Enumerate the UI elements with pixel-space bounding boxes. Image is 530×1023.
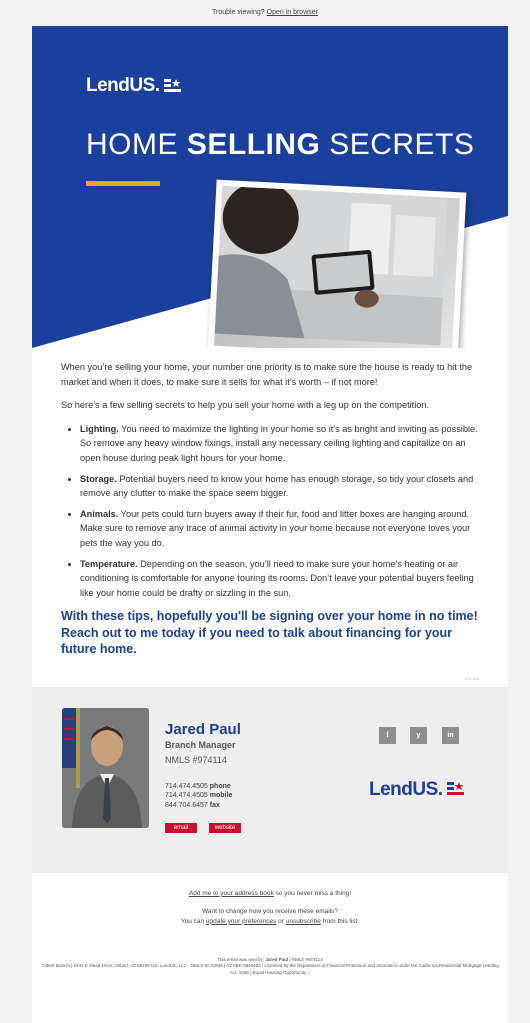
contact-numbers <box>165 782 232 811</box>
update-preferences-link[interactable]: update your preferences <box>205 917 277 925</box>
logo-wordmark: LendUS. <box>369 778 443 800</box>
trouble-viewing-bar <box>0 0 530 26</box>
change-question: Want to change how you receive these emails? <box>202 907 338 915</box>
tablet-photo-icon <box>214 186 460 348</box>
hero-title-bold: SELLING <box>186 128 321 161</box>
tracking-code: 0089 1519 <box>464 676 479 681</box>
twitter-icon[interactable]: y <box>410 727 427 744</box>
lendus-logo-signature <box>369 779 464 801</box>
open-in-browser-link[interactable]: Open in browser <box>266 9 318 16</box>
or-text: or <box>276 917 286 925</box>
tip-text: Your pets could turn buyers away if their fur, food and litter boxes are hanging around. Make sure to remove any trace of animal activity in your home because not everyone loves your pets the way you do. <box>80 508 471 548</box>
list-item <box>80 507 479 551</box>
unsubscribe-link[interactable]: unsubscribe <box>285 917 321 925</box>
signer-name: Jared Paul <box>165 720 241 738</box>
list-item <box>80 422 479 466</box>
legal-text <box>32 957 508 977</box>
tip-heading: Lighting. <box>80 423 119 434</box>
phone-label: phone <box>209 782 231 790</box>
hero-title-post: SECRETS <box>320 128 475 161</box>
tip-text: You need to maximize the lighting in your home so it’s as bright and inviting as possible. So remove any heavy window fixings, install any necessary ceiling lighting and capitalize on an open house during peak light hours for your home. <box>80 423 478 463</box>
email-button[interactable]: email <box>165 823 197 833</box>
hero-title <box>86 128 474 162</box>
website-button[interactable]: website <box>209 823 241 833</box>
email-footer <box>32 873 508 977</box>
address-book-text: so you never miss a thing! <box>273 889 352 897</box>
accent-bar <box>86 181 160 186</box>
signer-title: Branch Manager <box>165 739 236 750</box>
lead-paragraph: So here’s a few selling secrets to help you sell your home with a leg up on the competition. <box>61 400 430 411</box>
list-item <box>80 557 479 601</box>
tips-list <box>61 422 479 601</box>
signer-nmls: NMLS #974114 <box>165 754 227 765</box>
tip-text: Potential buyers need to know your home has enough storage, so tidy your closets and remove any clutter to make the space seem bigger. <box>80 473 474 499</box>
sent-by-nmls: | NMLS #974114 <box>288 956 323 962</box>
mobile-label: mobile <box>209 792 233 800</box>
list-item <box>80 472 479 501</box>
legal-disclosure: Gilbert Branch | 2432 E Mead Drive, Gilbert, AZ 85298 US. LendUS, LLC - NMLS ID #1936 | AZ #BK-0940683 | Licensed by the Department of Financial Protection and Innovation under the California Residential Mortgage Lending Act. 1936 | Equal Housing Opportunity <box>41 963 499 975</box>
hero-photo <box>208 180 467 348</box>
trouble-text: Trouble viewing? <box>212 9 265 16</box>
linkedin-icon[interactable]: in <box>442 727 459 744</box>
tip-heading: Animals. <box>80 508 119 519</box>
address-book-link[interactable]: Add me to your address book <box>188 889 274 897</box>
tip-heading: Storage. <box>80 473 117 484</box>
tip-text: Depending on the season, you’ll need to make sure your home’s heating or air conditioning is comfortable for anyone touring its rooms. Don’t leave your potential buyers feeling like your home could be drafty or sizzling in the sun. <box>80 558 474 598</box>
cta-text: With these tips, hopefully you'll be signing over your home in no time! Reach out to me today if you need to talk about financing for your future home. <box>61 609 478 657</box>
tip-heading: Temperature. <box>80 558 138 569</box>
signature-block <box>32 687 508 873</box>
from-list-text: from this list. <box>320 917 360 925</box>
facebook-icon[interactable]: f <box>379 727 396 744</box>
you-can-text: You can <box>180 917 206 925</box>
hero-banner <box>32 26 508 348</box>
logo-wordmark: LendUS. <box>86 75 160 96</box>
flag-icon <box>447 782 464 797</box>
flag-icon <box>164 79 181 94</box>
email-body <box>32 348 508 658</box>
intro-paragraph: When you’re selling your home, your number one priority is to make sure the house is ready to hit the market and when it does, to make sure it sells for what it’s worth – if not more! <box>61 362 473 387</box>
lendus-logo <box>86 75 181 97</box>
avatar <box>62 708 149 828</box>
sent-by-name: Jared Paul <box>265 956 289 962</box>
fax-number: 844.704.6457 <box>165 801 208 809</box>
equal-housing-icon: ⌂ <box>307 969 311 975</box>
hero-title-pre: HOME <box>86 128 187 161</box>
sent-by-label: This email was sent by: <box>217 956 266 962</box>
mobile-number[interactable]: 714.474.4505 <box>165 792 208 800</box>
phone-number[interactable]: 714.474.4505 <box>165 782 208 790</box>
email-card <box>32 26 508 1023</box>
fax-label: fax <box>209 801 220 809</box>
